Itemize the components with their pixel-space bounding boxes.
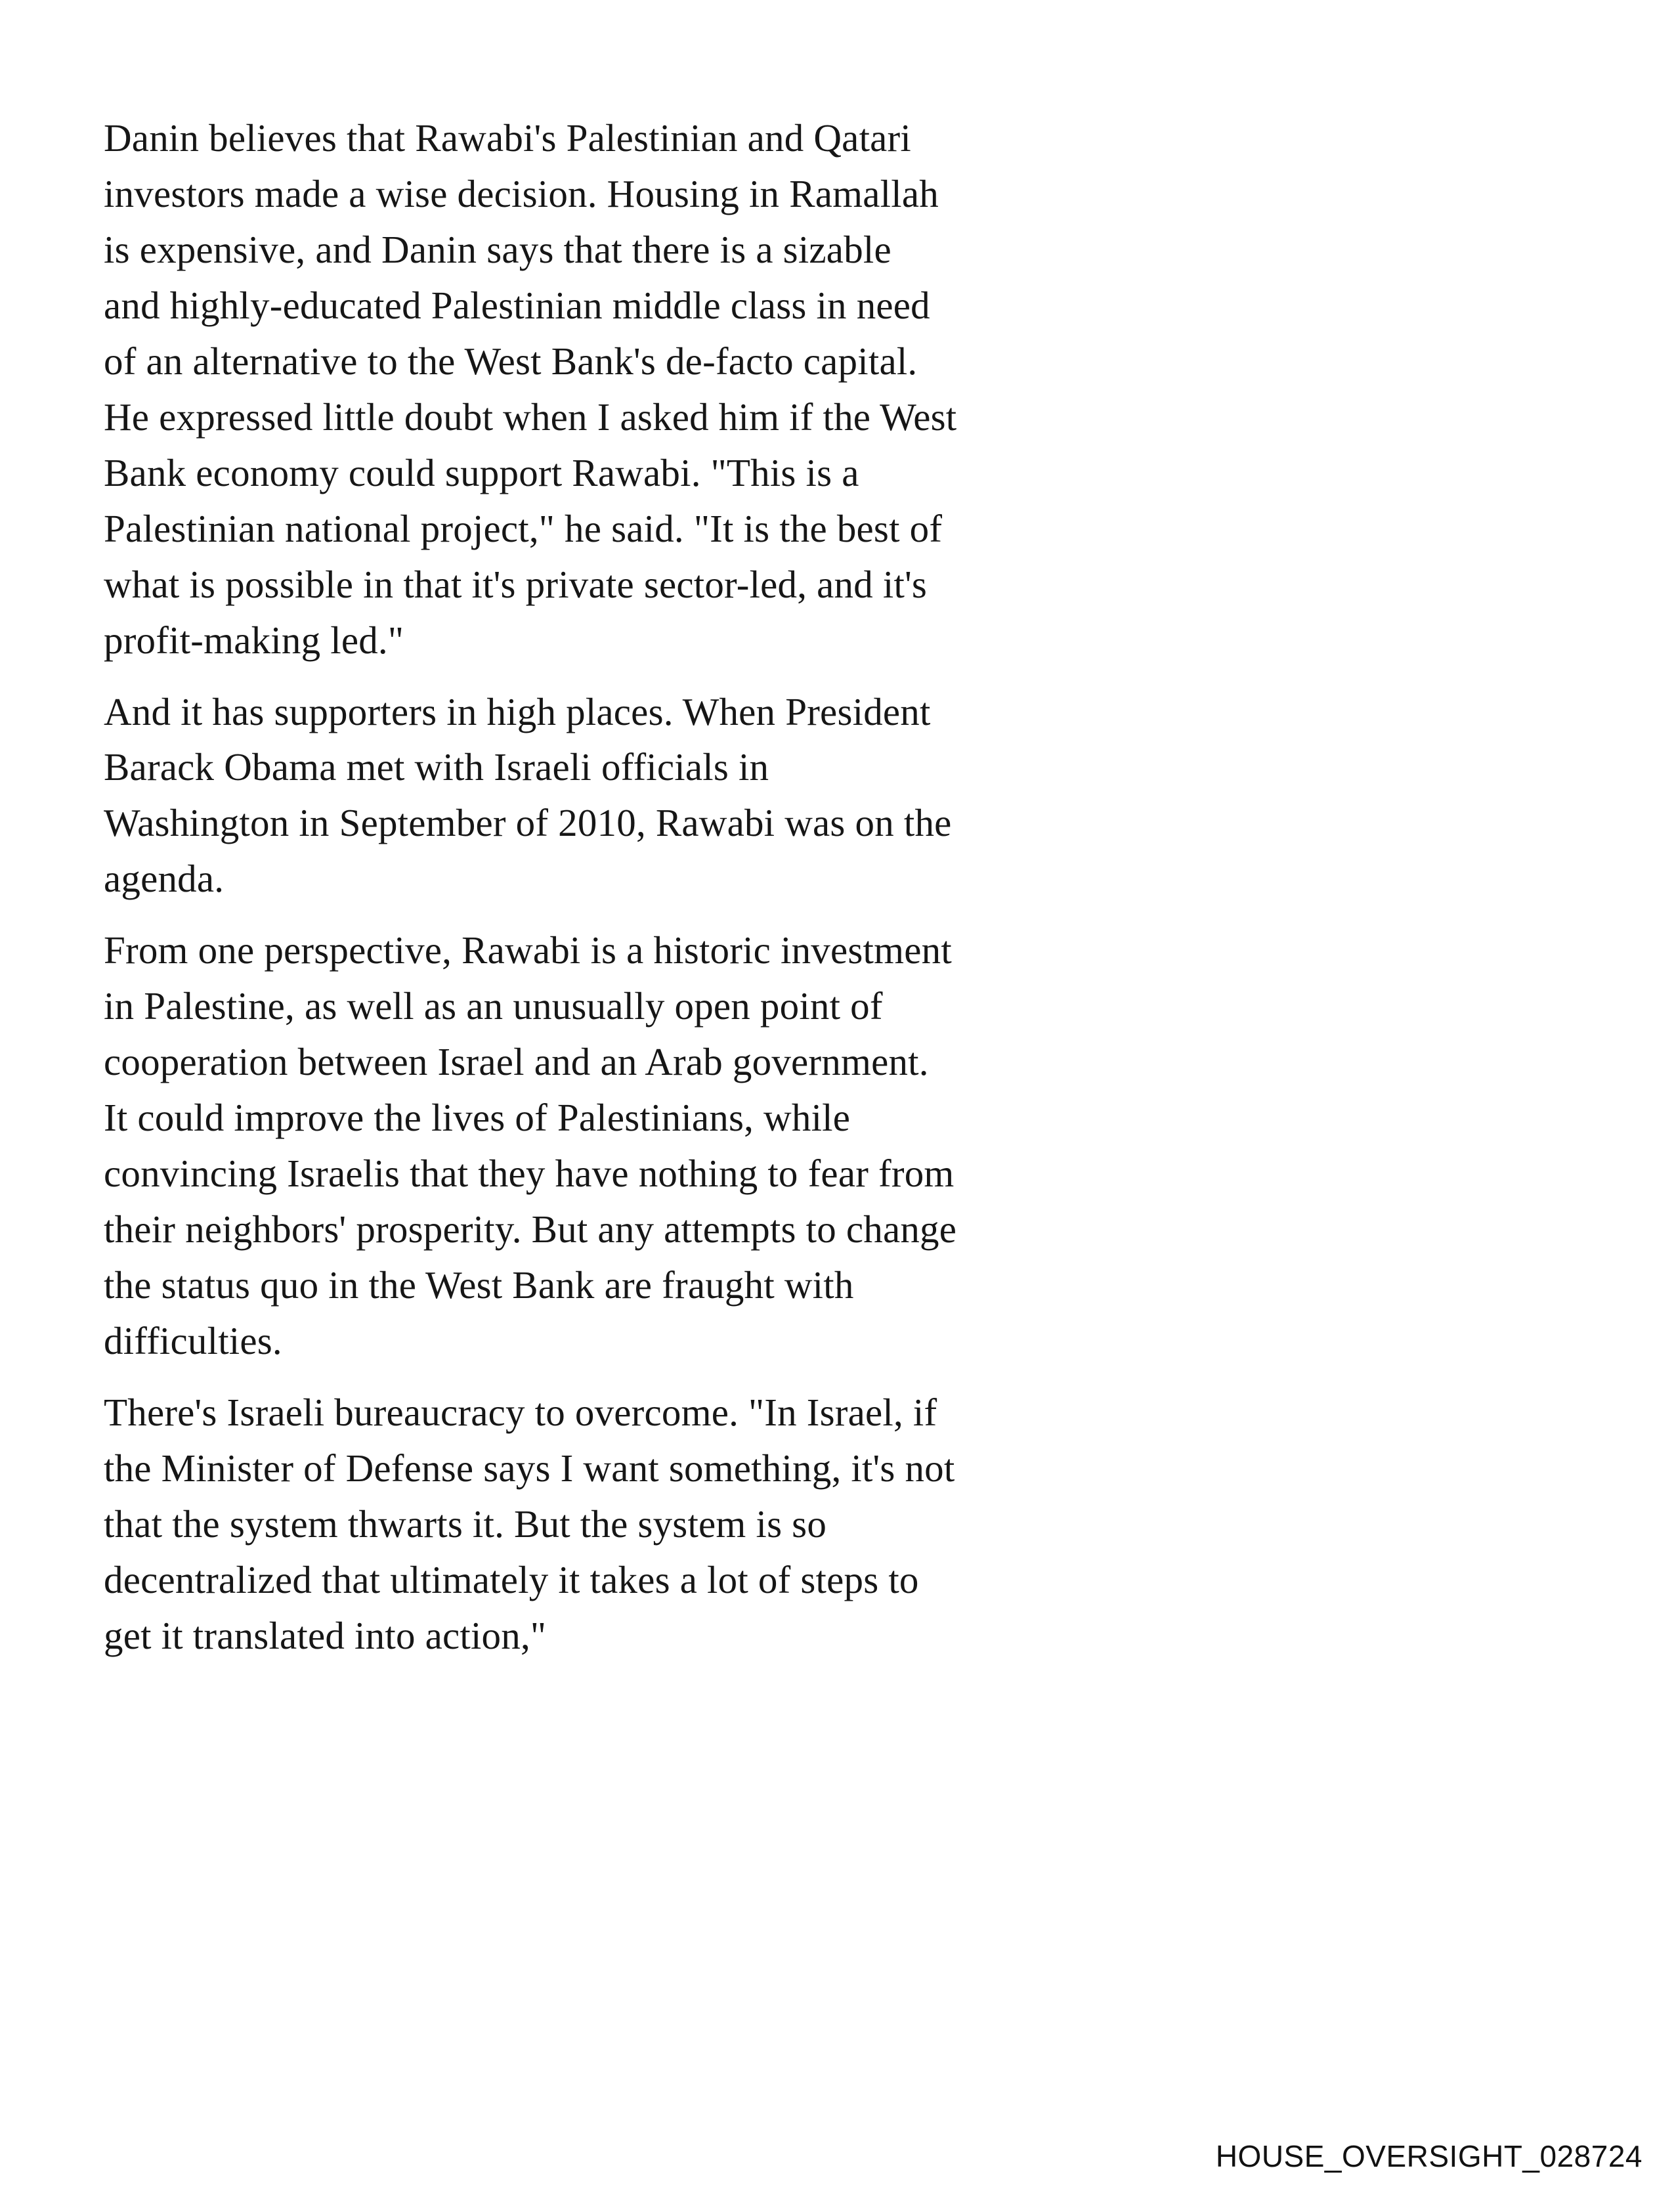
paragraph-supporters-obama: And it has supporters in high places. When President Barack Obama met with Israeli officials in Washington in September of 2010, Rawabi was on the agenda. <box>104 689 952 901</box>
paragraph-historic-investment: From one perspective, Rawabi is a historic investment in Palestine, as well as an unusually open point of cooperation between Israel and an Arab government. It could improve the lives of Palestinians, while convincing Israelis that they have nothing to fear from their neighbors' prosperity. But any attempts to change the status quo in the West Bank are fraught with difficulties. <box>104 928 957 1363</box>
paragraph-danin-investors: Danin believes that Rawabi's Palestinian and Qatari investors made a wise decision. Housing in Ramallah is expensive, and Danin says that there is a sizable and highly-educated Palestinian middle class in need of an alternative to the West Bank's de-facto capital. He expressed little doubt when I asked him if the West Bank economy could support Rawabi. "This is a Palestinian national project," he said. "It is the best of what is possible in that it's private sector-led, and it's profit-making led." <box>104 116 957 662</box>
bates-number: HOUSE_OVERSIGHT_028724 <box>1215 2139 1642 2173</box>
article-text-column <box>104 110 957 1680</box>
paragraph-israeli-bureaucracy: There's Israeli bureaucracy to overcome. "In Israel, if the Minister of Defense says I want something, it's not that the system thwarts it. But the system is so decentralized that ultimately it takes a lot of steps to get it translated into action," <box>104 1390 955 1657</box>
